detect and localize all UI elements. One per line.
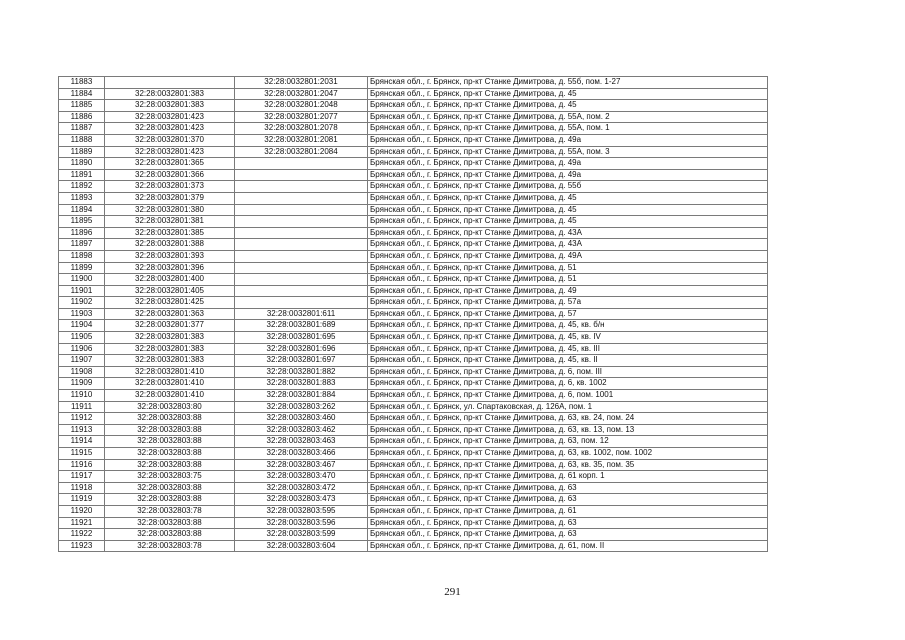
land-cadastral-number-cell: 32:28:0032801:379 <box>105 192 235 204</box>
land-cadastral-number-cell: 32:28:0032801:385 <box>105 227 235 239</box>
row-number-cell: 11920 <box>59 505 105 517</box>
land-cadastral-number-cell: 32:28:0032801:410 <box>105 366 235 378</box>
object-cadastral-number-cell: 32:28:0032803:596 <box>235 517 368 529</box>
address-cell: Брянская обл., г. Брянск, пр-кт Станке Димитрова, д. 55А, пом. 3 <box>368 146 768 158</box>
row-number-cell: 11902 <box>59 297 105 309</box>
table-row <box>59 471 768 483</box>
table-row <box>59 216 768 228</box>
address-cell: Брянская обл., г. Брянск, ул. Спартаковская, д. 126А, пом. 1 <box>368 401 768 413</box>
table-row <box>59 343 768 355</box>
land-cadastral-number-cell: 32:28:0032803:88 <box>105 436 235 448</box>
object-cadastral-number-cell: 32:28:0032803:599 <box>235 529 368 541</box>
land-cadastral-number-cell: 32:28:0032801:410 <box>105 390 235 402</box>
object-cadastral-number-cell: 32:28:0032803:460 <box>235 413 368 425</box>
address-cell: Брянская обл., г. Брянск, пр-кт Станке Димитрова, д. 55А, пом. 2 <box>368 111 768 123</box>
table-row <box>59 192 768 204</box>
land-cadastral-number-cell: 32:28:0032803:88 <box>105 424 235 436</box>
row-number-cell: 11898 <box>59 250 105 262</box>
address-cell: Брянская обл., г. Брянск, пр-кт Станке Димитрова, д. 55б, пом. 1-27 <box>368 77 768 89</box>
table-row <box>59 274 768 286</box>
object-cadastral-number-cell: 32:28:0032803:262 <box>235 401 368 413</box>
row-number-cell: 11919 <box>59 494 105 506</box>
table-row <box>59 123 768 135</box>
object-cadastral-number-cell: 32:28:0032803:595 <box>235 505 368 517</box>
table-row <box>59 88 768 100</box>
address-cell: Брянская обл., г. Брянск, пр-кт Станке Димитрова, д. 63 <box>368 517 768 529</box>
address-cell: Брянская обл., г. Брянск, пр-кт Станке Димитрова, д. 57а <box>368 297 768 309</box>
land-cadastral-number-cell: 32:28:0032801:383 <box>105 332 235 344</box>
row-number-cell: 11896 <box>59 227 105 239</box>
object-cadastral-number-cell: 32:28:0032801:2078 <box>235 123 368 135</box>
address-cell: Брянская обл., г. Брянск, пр-кт Станке Димитрова, д. 55б <box>368 181 768 193</box>
cadastral-table <box>58 76 768 552</box>
table-row <box>59 413 768 425</box>
land-cadastral-number-cell <box>105 77 235 89</box>
land-cadastral-number-cell: 32:28:0032801:425 <box>105 297 235 309</box>
address-cell: Брянская обл., г. Брянск, пр-кт Станке Димитрова, д. 6, пом. III <box>368 366 768 378</box>
land-cadastral-number-cell: 32:28:0032803:88 <box>105 448 235 460</box>
object-cadastral-number-cell <box>235 227 368 239</box>
address-cell: Брянская обл., г. Брянск, пр-кт Станке Димитрова, д. 63, кв. 1002, пом. 1002 <box>368 448 768 460</box>
address-cell: Брянская обл., г. Брянск, пр-кт Станке Димитрова, д. 63, кв. 35, пом. 35 <box>368 459 768 471</box>
row-number-cell: 11885 <box>59 100 105 112</box>
object-cadastral-number-cell: 32:28:0032801:2084 <box>235 146 368 158</box>
row-number-cell: 11887 <box>59 123 105 135</box>
table-row <box>59 517 768 529</box>
row-number-cell: 11899 <box>59 262 105 274</box>
land-cadastral-number-cell: 32:28:0032801:383 <box>105 88 235 100</box>
table-row <box>59 239 768 251</box>
row-number-cell: 11890 <box>59 158 105 170</box>
table-row <box>59 169 768 181</box>
object-cadastral-number-cell: 32:28:0032801:2077 <box>235 111 368 123</box>
table-row <box>59 448 768 460</box>
object-cadastral-number-cell: 32:28:0032801:696 <box>235 343 368 355</box>
row-number-cell: 11914 <box>59 436 105 448</box>
address-cell: Брянская обл., г. Брянск, пр-кт Станке Димитрова, д. 45 <box>368 88 768 100</box>
row-number-cell: 11905 <box>59 332 105 344</box>
row-number-cell: 11888 <box>59 134 105 146</box>
table-row <box>59 424 768 436</box>
row-number-cell: 11915 <box>59 448 105 460</box>
address-cell: Брянская обл., г. Брянск, пр-кт Станке Димитрова, д. 49а <box>368 169 768 181</box>
table-row <box>59 436 768 448</box>
table-row <box>59 332 768 344</box>
row-number-cell: 11909 <box>59 378 105 390</box>
land-cadastral-number-cell: 32:28:0032803:80 <box>105 401 235 413</box>
land-cadastral-number-cell: 32:28:0032801:380 <box>105 204 235 216</box>
object-cadastral-number-cell: 32:28:0032803:466 <box>235 448 368 460</box>
page-number: 291 <box>444 586 461 598</box>
land-cadastral-number-cell: 32:28:0032803:88 <box>105 459 235 471</box>
object-cadastral-number-cell <box>235 192 368 204</box>
object-cadastral-number-cell: 32:28:0032801:611 <box>235 308 368 320</box>
table-row <box>59 366 768 378</box>
object-cadastral-number-cell <box>235 297 368 309</box>
object-cadastral-number-cell: 32:28:0032803:604 <box>235 540 368 552</box>
row-number-cell: 11921 <box>59 517 105 529</box>
address-cell: Брянская обл., г. Брянск, пр-кт Станке Димитрова, д. 51 <box>368 274 768 286</box>
table-row <box>59 285 768 297</box>
object-cadastral-number-cell <box>235 285 368 297</box>
row-number-cell: 11893 <box>59 192 105 204</box>
row-number-cell: 11916 <box>59 459 105 471</box>
land-cadastral-number-cell: 32:28:0032801:377 <box>105 320 235 332</box>
table-row <box>59 390 768 402</box>
object-cadastral-number-cell <box>235 158 368 170</box>
table-row <box>59 540 768 552</box>
row-number-cell: 11904 <box>59 320 105 332</box>
object-cadastral-number-cell: 32:28:0032801:695 <box>235 332 368 344</box>
address-cell: Брянская обл., г. Брянск, пр-кт Станке Димитрова, д. 45, кв. II <box>368 355 768 367</box>
row-number-cell: 11886 <box>59 111 105 123</box>
object-cadastral-number-cell <box>235 216 368 228</box>
land-cadastral-number-cell: 32:28:0032801:373 <box>105 181 235 193</box>
object-cadastral-number-cell: 32:28:0032803:472 <box>235 482 368 494</box>
address-cell: Брянская обл., г. Брянск, пр-кт Станке Димитрова, д. 63 <box>368 482 768 494</box>
object-cadastral-number-cell: 32:28:0032801:2048 <box>235 100 368 112</box>
land-cadastral-number-cell: 32:28:0032801:383 <box>105 343 235 355</box>
row-number-cell: 11901 <box>59 285 105 297</box>
row-number-cell: 11894 <box>59 204 105 216</box>
object-cadastral-number-cell: 32:28:0032801:884 <box>235 390 368 402</box>
address-cell: Брянская обл., г. Брянск, пр-кт Станке Димитрова, д. 45 <box>368 204 768 216</box>
address-cell: Брянская обл., г. Брянск, пр-кт Станке Димитрова, д. 45, кв. б/н <box>368 320 768 332</box>
object-cadastral-number-cell: 32:28:0032803:462 <box>235 424 368 436</box>
land-cadastral-number-cell: 32:28:0032801:393 <box>105 250 235 262</box>
address-cell: Брянская обл., г. Брянск, пр-кт Станке Димитрова, д. 51 <box>368 262 768 274</box>
address-cell: Брянская обл., г. Брянск, пр-кт Станке Димитрова, д. 57 <box>368 308 768 320</box>
land-cadastral-number-cell: 32:28:0032803:78 <box>105 540 235 552</box>
table-row <box>59 262 768 274</box>
address-cell: Брянская обл., г. Брянск, пр-кт Станке Димитрова, д. 61 <box>368 505 768 517</box>
address-cell: Брянская обл., г. Брянск, пр-кт Станке Димитрова, д. 63, кв. 24, пом. 24 <box>368 413 768 425</box>
object-cadastral-number-cell: 32:28:0032803:463 <box>235 436 368 448</box>
address-cell: Брянская обл., г. Брянск, пр-кт Станке Димитрова, д. 61 корп. 1 <box>368 471 768 483</box>
object-cadastral-number-cell <box>235 181 368 193</box>
land-cadastral-number-cell: 32:28:0032803:78 <box>105 505 235 517</box>
table-row <box>59 297 768 309</box>
row-number-cell: 11907 <box>59 355 105 367</box>
address-cell: Брянская обл., г. Брянск, пр-кт Станке Димитрова, д. 63 <box>368 494 768 506</box>
row-number-cell: 11918 <box>59 482 105 494</box>
row-number-cell: 11897 <box>59 239 105 251</box>
land-cadastral-number-cell: 32:28:0032803:88 <box>105 529 235 541</box>
row-number-cell: 11908 <box>59 366 105 378</box>
address-cell: Брянская обл., г. Брянск, пр-кт Станке Димитрова, д. 45, кв. III <box>368 343 768 355</box>
table-row <box>59 320 768 332</box>
object-cadastral-number-cell: 32:28:0032803:467 <box>235 459 368 471</box>
land-cadastral-number-cell: 32:28:0032803:88 <box>105 494 235 506</box>
row-number-cell: 11922 <box>59 529 105 541</box>
table-row <box>59 308 768 320</box>
land-cadastral-number-cell: 32:28:0032801:381 <box>105 216 235 228</box>
table-row <box>59 401 768 413</box>
row-number-cell: 11892 <box>59 181 105 193</box>
table-row <box>59 355 768 367</box>
row-number-cell: 11923 <box>59 540 105 552</box>
land-cadastral-number-cell: 32:28:0032801:423 <box>105 146 235 158</box>
land-cadastral-number-cell: 32:28:0032801:365 <box>105 158 235 170</box>
land-cadastral-number-cell: 32:28:0032801:410 <box>105 378 235 390</box>
table-row <box>59 100 768 112</box>
table-row <box>59 111 768 123</box>
row-number-cell: 11895 <box>59 216 105 228</box>
object-cadastral-number-cell: 32:28:0032801:2081 <box>235 134 368 146</box>
table-row <box>59 459 768 471</box>
land-cadastral-number-cell: 32:28:0032801:370 <box>105 134 235 146</box>
table-row <box>59 250 768 262</box>
row-number-cell: 11884 <box>59 88 105 100</box>
row-number-cell: 11891 <box>59 169 105 181</box>
land-cadastral-number-cell: 32:28:0032801:423 <box>105 123 235 135</box>
object-cadastral-number-cell: 32:28:0032801:2031 <box>235 77 368 89</box>
land-cadastral-number-cell: 32:28:0032801:396 <box>105 262 235 274</box>
land-cadastral-number-cell: 32:28:0032801:383 <box>105 355 235 367</box>
address-cell: Брянская обл., г. Брянск, пр-кт Станке Димитрова, д. 63, кв. 13, пом. 13 <box>368 424 768 436</box>
table-row <box>59 529 768 541</box>
land-cadastral-number-cell: 32:28:0032801:388 <box>105 239 235 251</box>
row-number-cell: 11903 <box>59 308 105 320</box>
land-cadastral-number-cell: 32:28:0032801:405 <box>105 285 235 297</box>
land-cadastral-number-cell: 32:28:0032803:88 <box>105 517 235 529</box>
object-cadastral-number-cell <box>235 274 368 286</box>
row-number-cell: 11883 <box>59 77 105 89</box>
row-number-cell: 11913 <box>59 424 105 436</box>
row-number-cell: 11910 <box>59 390 105 402</box>
land-cadastral-number-cell: 32:28:0032801:363 <box>105 308 235 320</box>
table-row <box>59 146 768 158</box>
land-cadastral-number-cell: 32:28:0032801:383 <box>105 100 235 112</box>
address-cell: Брянская обл., г. Брянск, пр-кт Станке Димитрова, д. 55А, пом. 1 <box>368 123 768 135</box>
table-row <box>59 181 768 193</box>
object-cadastral-number-cell: 32:28:0032801:2047 <box>235 88 368 100</box>
address-cell: Брянская обл., г. Брянск, пр-кт Станке Димитрова, д. 63, пом. 12 <box>368 436 768 448</box>
land-cadastral-number-cell: 32:28:0032803:75 <box>105 471 235 483</box>
table-row <box>59 494 768 506</box>
address-cell: Брянская обл., г. Брянск, пр-кт Станке Димитрова, д. 45, кв. IV <box>368 332 768 344</box>
row-number-cell: 11917 <box>59 471 105 483</box>
address-cell: Брянская обл., г. Брянск, пр-кт Станке Димитрова, д. 43А <box>368 227 768 239</box>
address-cell: Брянская обл., г. Брянск, пр-кт Станке Димитрова, д. 49а <box>368 134 768 146</box>
address-cell: Брянская обл., г. Брянск, пр-кт Станке Димитрова, д. 49а <box>368 158 768 170</box>
table-row <box>59 378 768 390</box>
row-number-cell: 11912 <box>59 413 105 425</box>
table-row <box>59 227 768 239</box>
object-cadastral-number-cell <box>235 169 368 181</box>
address-cell: Брянская обл., г. Брянск, пр-кт Станке Димитрова, д. 49А <box>368 250 768 262</box>
row-number-cell: 11889 <box>59 146 105 158</box>
object-cadastral-number-cell: 32:28:0032801:697 <box>235 355 368 367</box>
row-number-cell: 11906 <box>59 343 105 355</box>
object-cadastral-number-cell <box>235 250 368 262</box>
table-row <box>59 505 768 517</box>
table-row <box>59 482 768 494</box>
object-cadastral-number-cell: 32:28:0032801:689 <box>235 320 368 332</box>
table-row <box>59 158 768 170</box>
land-cadastral-number-cell: 32:28:0032801:366 <box>105 169 235 181</box>
table-row <box>59 77 768 89</box>
address-cell: Брянская обл., г. Брянск, пр-кт Станке Димитрова, д. 45 <box>368 216 768 228</box>
table-body <box>59 77 768 552</box>
row-number-cell: 11900 <box>59 274 105 286</box>
table-row <box>59 134 768 146</box>
address-cell: Брянская обл., г. Брянск, пр-кт Станке Димитрова, д. 6, пом. 1001 <box>368 390 768 402</box>
object-cadastral-number-cell: 32:28:0032801:882 <box>235 366 368 378</box>
object-cadastral-number-cell: 32:28:0032803:473 <box>235 494 368 506</box>
land-cadastral-number-cell: 32:28:0032803:88 <box>105 482 235 494</box>
land-cadastral-number-cell: 32:28:0032803:88 <box>105 413 235 425</box>
address-cell: Брянская обл., г. Брянск, пр-кт Станке Димитрова, д. 61, пом. II <box>368 540 768 552</box>
address-cell: Брянская обл., г. Брянск, пр-кт Станке Димитрова, д. 45 <box>368 192 768 204</box>
land-cadastral-number-cell: 32:28:0032801:423 <box>105 111 235 123</box>
land-cadastral-number-cell: 32:28:0032801:400 <box>105 274 235 286</box>
object-cadastral-number-cell <box>235 262 368 274</box>
address-cell: Брянская обл., г. Брянск, пр-кт Станке Димитрова, д. 45 <box>368 100 768 112</box>
address-cell: Брянская обл., г. Брянск, пр-кт Станке Димитрова, д. 63 <box>368 529 768 541</box>
address-cell: Брянская обл., г. Брянск, пр-кт Станке Димитрова, д. 49 <box>368 285 768 297</box>
object-cadastral-number-cell: 32:28:0032801:883 <box>235 378 368 390</box>
table-row <box>59 204 768 216</box>
row-number-cell: 11911 <box>59 401 105 413</box>
address-cell: Брянская обл., г. Брянск, пр-кт Станке Димитрова, д. 43А <box>368 239 768 251</box>
address-cell: Брянская обл., г. Брянск, пр-кт Станке Димитрова, д. 6, кв. 1002 <box>368 378 768 390</box>
object-cadastral-number-cell <box>235 239 368 251</box>
object-cadastral-number-cell <box>235 204 368 216</box>
object-cadastral-number-cell: 32:28:0032803:470 <box>235 471 368 483</box>
